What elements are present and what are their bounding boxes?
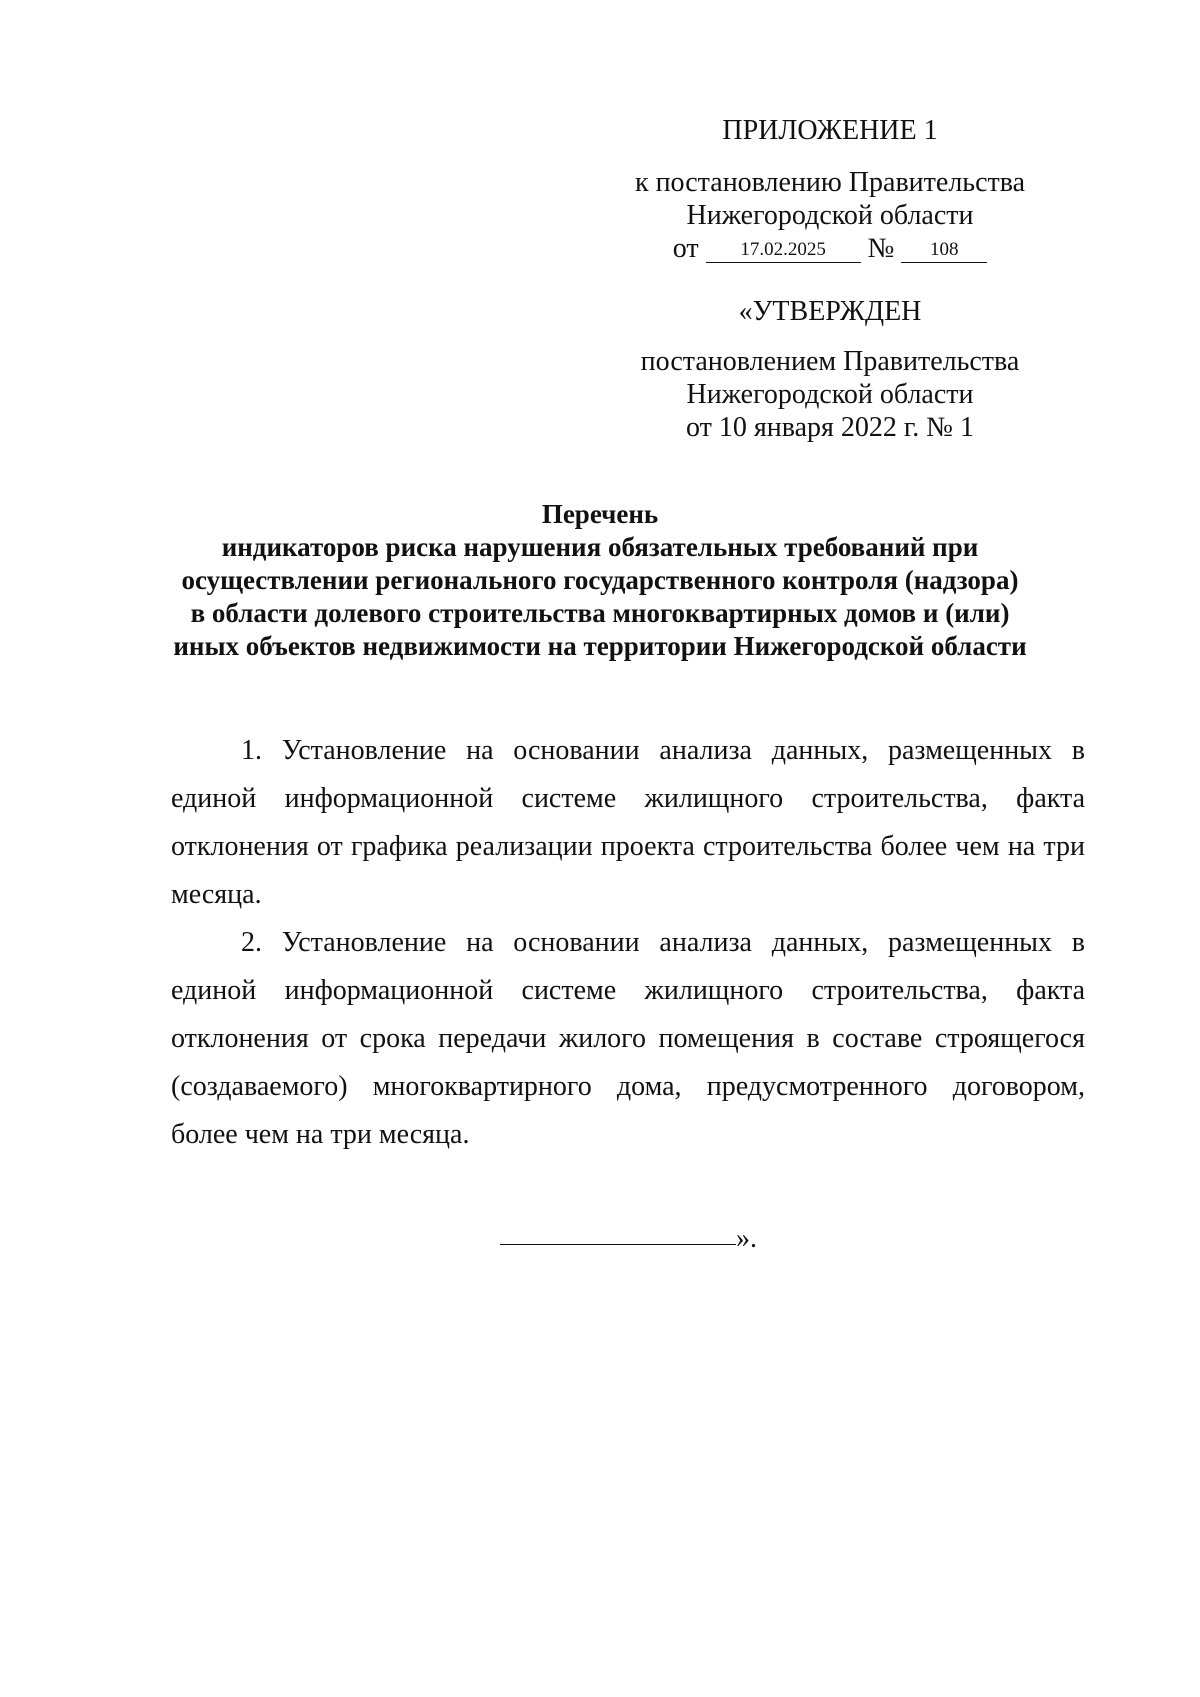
- heading-line5: иных объектов недвижимости на территории Нижегородской области: [173, 631, 1027, 661]
- closing-quote: ».: [736, 1223, 757, 1254]
- from-label: от: [672, 233, 699, 264]
- appendix-ref-line1: к постановлению Правительства: [634, 167, 1026, 198]
- heading-line4: в области долевого строительства многоквартирных домов и (или): [190, 598, 1010, 628]
- decree-number: 108: [901, 238, 987, 263]
- appendix-ref-line2: Нижегородской области: [686, 200, 974, 231]
- document-body: [171, 727, 1085, 1159]
- heading-line3: осуществлении регионального государственного контроля (надзора): [181, 565, 1019, 595]
- appendix-title: ПРИЛОЖЕНИЕ 1: [722, 115, 938, 146]
- closing-rule: [500, 1224, 736, 1245]
- approved-line1: постановлением Правительства: [640, 346, 1020, 377]
- heading-line1: Перечень: [541, 499, 659, 529]
- approved-title: «УТВЕРЖДЕН: [738, 296, 922, 327]
- approved-line3: от 10 января 2022 г. № 1: [686, 412, 974, 443]
- number-sign: №: [867, 233, 895, 264]
- list-item: 1. Установление на основании анализа данных, размещенных в единой информационной системе жилищного строительства, факта отклонения от графика реализации проекта строительства более чем на три месяца.: [171, 735, 1085, 910]
- list-item: 2. Установление на основании анализа данных, размещенных в единой информационной системе жилищного строительства, факта отклонения от срока передачи жилого помещения в составе строящегося (создаваемого) многоквартирного дома, предусмотренного договором, более чем на три месяца.: [171, 927, 1085, 1150]
- closing-mark: [500, 1222, 757, 1256]
- document-heading: [150, 498, 1050, 663]
- decree-date: 17.02.2025: [706, 238, 861, 263]
- heading-line2: индикаторов риска нарушения обязательных требований при: [221, 532, 979, 562]
- appendix-reference: [620, 166, 1040, 265]
- appendix-date-number-line: [620, 232, 1040, 265]
- approved-reference: [620, 345, 1040, 444]
- approved-line2: Нижегородской области: [686, 379, 974, 410]
